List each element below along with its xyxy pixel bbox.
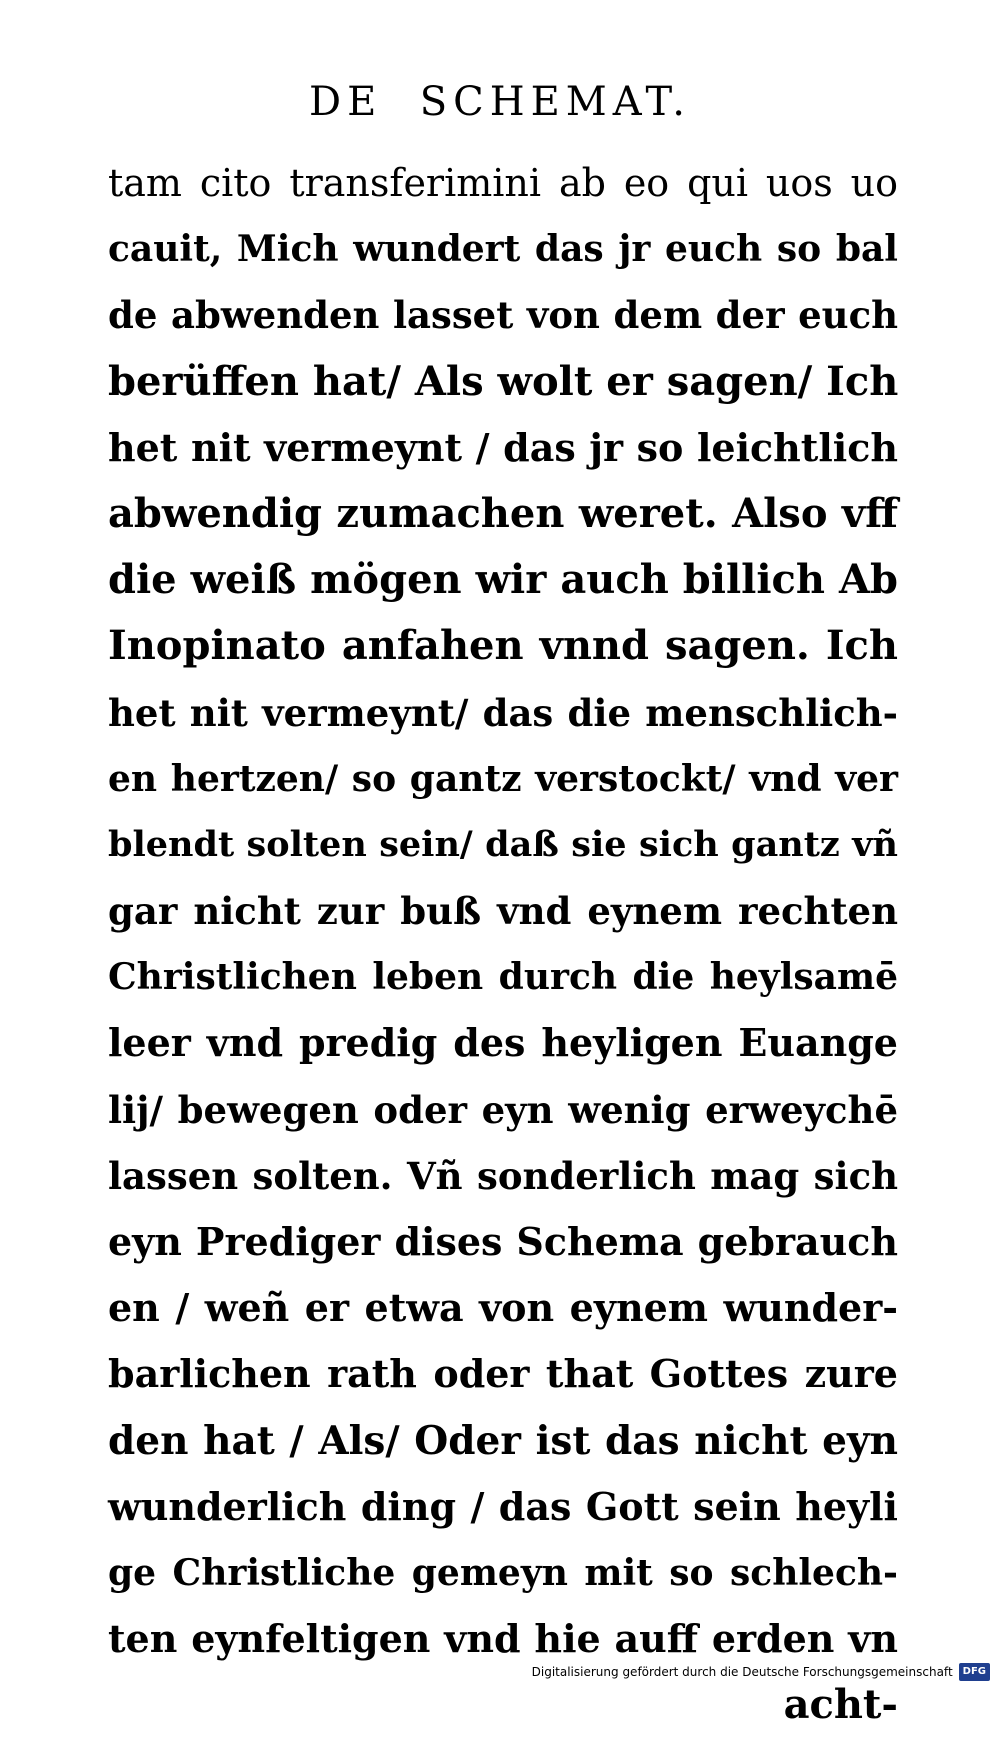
- text-line: wunderlich ding / das Gott sein heyli: [108, 1483, 898, 1529]
- text-line: cauit, Mich wundert das jr euch so bal: [108, 228, 898, 271]
- digitization-footer: [532, 1661, 990, 1683]
- text-line: ten eynfeltigen vnd hie auff erden vn: [108, 1616, 898, 1662]
- text-line: lassen solten. Vñ sonderlich mag sich: [108, 1153, 898, 1198]
- text-line: den hat / Als/ Oder ist das nicht eyn: [108, 1417, 898, 1464]
- running-head: DE SCHEMAT.: [309, 79, 691, 125]
- text-line: de abwenden lasset von dem der euch: [108, 293, 898, 338]
- footer-credit: Digitalisierung gefördert durch die Deutsche Forschungsgemeinschaft: [531, 1665, 953, 1679]
- text-line: ge Christliche gemeyn mit so schlech-: [108, 1551, 898, 1594]
- text-line: barlichen rath oder that Gottes zure: [108, 1351, 898, 1397]
- text-line: berüffen hat/ Als wolt er sagen/ Ich: [108, 357, 899, 405]
- text-line: blendt solten sein/ daß sie sich gantz vñ: [108, 823, 898, 865]
- text-line: Christlichen leben durch die heylsamē: [108, 956, 898, 999]
- text-line: lij/ bewegen oder eyn wenig erweychē: [108, 1087, 898, 1132]
- text-line: die weiß mögen wir auch billich Ab: [108, 556, 898, 604]
- text-line: Inopinato anfahen vnnd sagen. Ich: [108, 622, 898, 670]
- text-line: en / weñ er etwa von eynem wunder-: [108, 1285, 898, 1331]
- dfg-logo: DFG: [959, 1663, 990, 1681]
- text-line: abwendig zumachen weret. Also vff: [108, 489, 898, 537]
- catchword: acht-: [783, 1681, 898, 1729]
- body-text: [108, 150, 898, 1739]
- text-line: en hertzen/ so gantz verstockt/ vnd ver: [108, 757, 898, 800]
- text-line: leer vnd predig des heyligen Euange: [108, 1020, 898, 1066]
- text-line: gar nicht zur buß vnd eynem rechten: [108, 889, 898, 934]
- text-line: het nit vermeynt / das jr so leichtlich: [108, 424, 898, 470]
- text-line: tam cito transferimini ab eo qui uos uo: [108, 161, 898, 205]
- text-line: eyn Prediger dises Schema gebrauch: [108, 1219, 898, 1264]
- text-line: het nit vermeynt/ das die menschlich-: [108, 690, 898, 735]
